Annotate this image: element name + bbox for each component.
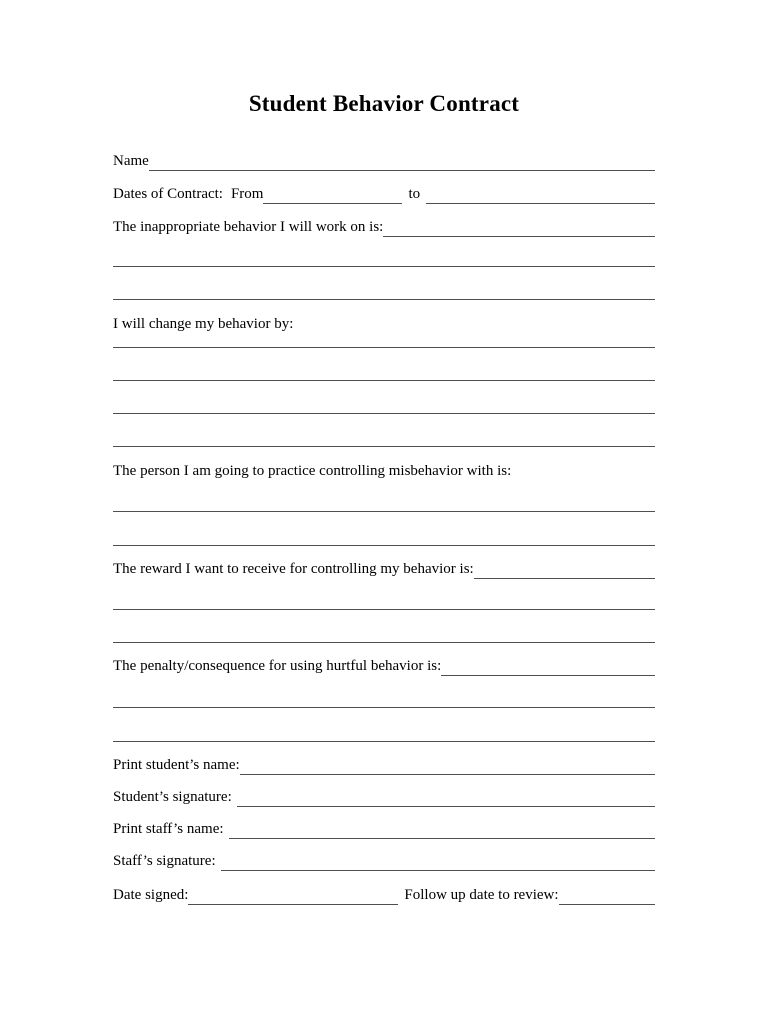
student-signature-fill-line[interactable]	[237, 789, 655, 807]
follow-up-label: Follow up date to review:	[404, 887, 559, 903]
penalty-fill-line[interactable]	[441, 658, 655, 676]
dates-label: Dates of Contract:	[113, 186, 223, 202]
inappropriate-behavior-fill-line[interactable]	[383, 219, 655, 237]
inappropriate-behavior-label: The inappropriate behavior I will work on is:	[113, 219, 384, 235]
inappropriate-behavior-line-2[interactable]	[113, 299, 655, 300]
penalty-row	[113, 657, 655, 676]
date-signed-label: Date signed:	[113, 887, 189, 903]
name-label: Name	[113, 153, 149, 169]
change-behavior-line-3[interactable]	[113, 413, 655, 414]
practice-person-line-2[interactable]	[113, 545, 655, 546]
date-to-fill-line[interactable]	[426, 186, 655, 204]
change-behavior-label: I will change my behavior by:	[113, 316, 294, 332]
to-label: to	[408, 186, 421, 202]
print-staff-name-label: Print staff’s name:	[113, 821, 224, 837]
inappropriate-behavior-line-1[interactable]	[113, 266, 655, 267]
change-behavior-line-2[interactable]	[113, 380, 655, 381]
change-behavior-row	[113, 315, 655, 334]
print-staff-name-row	[113, 820, 655, 839]
follow-up-fill-line[interactable]	[559, 887, 655, 905]
practice-person-line-1[interactable]	[113, 511, 655, 512]
print-student-name-label: Print student’s name:	[113, 757, 240, 773]
practice-person-label: The person I am going to practice controlling misbehavior with is:	[113, 463, 512, 479]
reward-line-2[interactable]	[113, 642, 655, 643]
practice-person-row	[113, 462, 655, 481]
from-label: From	[230, 186, 264, 202]
penalty-label: The penalty/consequence for using hurtful behavior is:	[113, 658, 442, 674]
page-title: Student Behavior Contract	[248, 91, 520, 116]
staff-signature-fill-line[interactable]	[221, 853, 655, 871]
print-student-name-fill-line[interactable]	[240, 757, 655, 775]
date-signed-fill-line[interactable]	[188, 887, 398, 905]
penalty-line-1[interactable]	[113, 707, 655, 708]
change-behavior-line-1[interactable]	[113, 347, 655, 348]
inappropriate-behavior-row	[113, 218, 655, 237]
name-row	[113, 152, 655, 171]
name-fill-line[interactable]	[149, 153, 655, 171]
student-signature-row	[113, 788, 655, 807]
staff-signature-row	[113, 852, 655, 871]
print-staff-name-fill-line[interactable]	[229, 821, 655, 839]
reward-label: The reward I want to receive for controlling my behavior is:	[113, 561, 474, 577]
reward-row	[113, 560, 655, 579]
date-signed-row	[113, 886, 655, 905]
reward-fill-line[interactable]	[474, 561, 655, 579]
penalty-line-2[interactable]	[113, 741, 655, 742]
change-behavior-line-4[interactable]	[113, 446, 655, 447]
date-from-fill-line[interactable]	[263, 186, 402, 204]
reward-line-1[interactable]	[113, 609, 655, 610]
print-student-name-row	[113, 756, 655, 775]
staff-signature-label: Staff’s signature:	[113, 853, 216, 869]
student-signature-label: Student’s signature:	[113, 789, 232, 805]
dates-row	[113, 185, 655, 204]
